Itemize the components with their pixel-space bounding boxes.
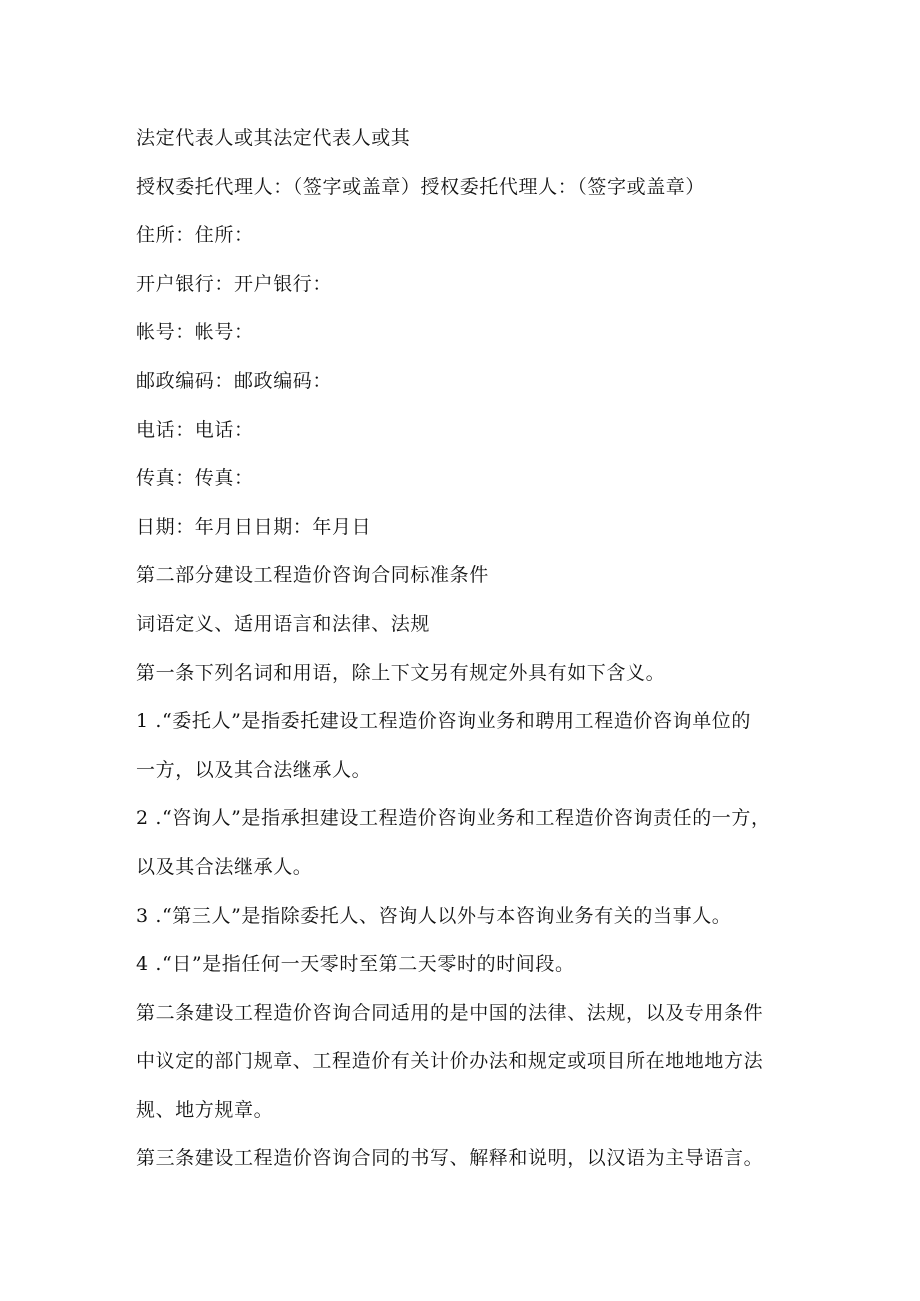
- article-2: 第二条建设工程造价咨询合同适用的是中国的法律、法规，以及专用条件: [136, 1001, 764, 1024]
- definition-1: 1 .“委托人”是指委托建设工程造价咨询业务和聘用工程造价咨询单位的: [136, 710, 751, 733]
- document-body: [136, 114, 836, 1183]
- definition-2: 2 .“咨询人”是指承担建设工程造价咨询业务和工程造价咨询责任的一方，: [136, 807, 771, 830]
- field-phone: 电话：电话：: [136, 418, 254, 441]
- field-postcode: 邮政编码：邮政编码：: [136, 369, 333, 392]
- article-3: 第三条建设工程造价咨询合同的书写、解释和说明，以汉语为主导语言。: [136, 1147, 764, 1170]
- article-2-end: 规、地方规章。: [136, 1098, 274, 1121]
- article-2-continued: 中议定的部门规章、工程造价有关计价办法和规定或项目所在地地地方法: [136, 1050, 764, 1073]
- signature-line-agent: 授权委托代理人：（签字或盖章）授权委托代理人：（签字或盖章）: [136, 175, 706, 198]
- field-account: 帐号：帐号：: [136, 321, 254, 344]
- subsection-heading: 词语定义、适用语言和法律、法规: [136, 612, 431, 635]
- field-date: 日期：年月日日期：年月日: [136, 515, 372, 538]
- signature-line-representative: 法定代表人或其法定代表人或其: [136, 127, 411, 149]
- definition-4: 4 .“日”是指任何一天零时至第二天零时的时间段。: [136, 953, 575, 976]
- section-heading: 第二部分建设工程造价咨询合同标准条件: [136, 564, 489, 587]
- definition-1-continued: 一方，以及其合法继承人。: [136, 758, 372, 781]
- article-1: 第一条下列名词和用语，除上下文另有规定外具有如下含义。: [136, 661, 666, 684]
- field-address: 住所：住所：: [136, 224, 254, 247]
- field-bank: 开户银行：开户银行：: [136, 272, 333, 295]
- definition-3: 3 .“第三人”是指除委托人、咨询人以外与本咨询业务有关的当事人。: [136, 904, 732, 927]
- field-fax: 传真：传真：: [136, 467, 254, 490]
- definition-2-continued: 以及其合法继承人。: [136, 855, 313, 878]
